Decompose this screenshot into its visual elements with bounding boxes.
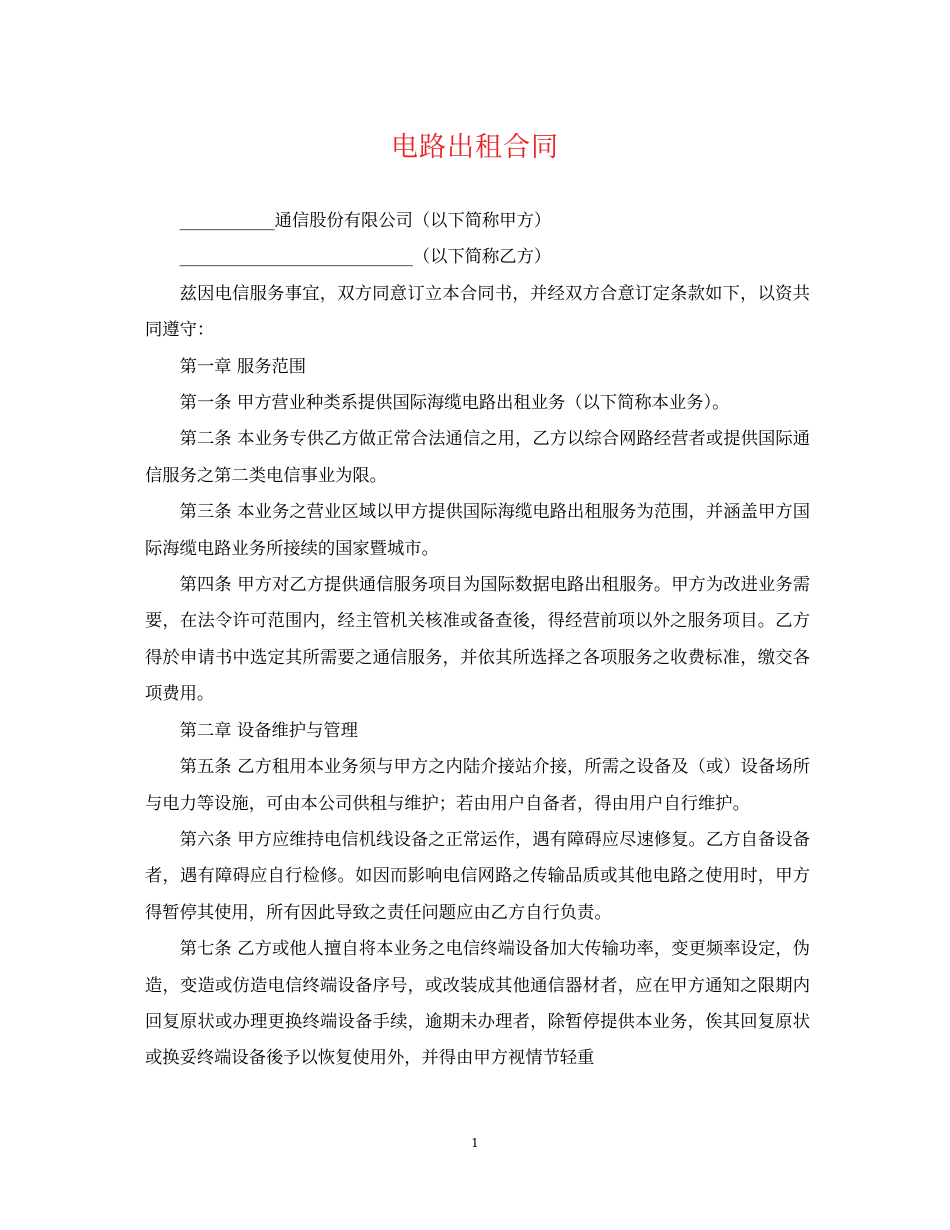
article-4: 第四条 甲方对乙方提供通信服务项目为国际数据电路出租服务。甲方为改进业务需要，在法令许可范围内，经主管机关核准或备查後，得经营前项以外之服务项目。乙方得於申请书中选定其所需要之通信服务，并依其所选择之各项服务之收费标准，缴交各项费用。 — [145, 575, 810, 705]
article-6: 第六条 甲方应维持电信机线设备之正常运作，遇有障碍应尽速修复。乙方自备设备者，遇有障碍应自行检修。如因而影响电信网路之传输品质或其他电路之使用时，甲方得暂停其使用，所有因此导致之责任问题应由乙方自行负责。 — [145, 829, 810, 923]
chapter-heading-1: 第一章 服务范围 — [179, 356, 307, 377]
preamble-paragraph: 兹因电信服务事宜，双方同意订立本合同书，并经双方合意订定条款如下，以资共同遵守： — [145, 283, 810, 341]
page-number: 1 — [471, 1136, 479, 1150]
chapter-heading-2: 第二章 设备维护与管理 — [179, 720, 358, 741]
article-1: 第一条 甲方营业种类系提供国际海缆电路出租业务（以下简称本业务）。 — [179, 393, 730, 414]
party-a-line: ___________通信股份有限公司（以下简称甲方） — [179, 211, 552, 231]
article-3: 第三条 本业务之营业区域以甲方提供国际海缆电路出租服务为范围，并涵盖甲方国际海缆电路业务所接续的国家暨城市。 — [145, 502, 810, 559]
party-b-line: ___________________________（以下简称乙方） — [179, 247, 552, 268]
article-2: 第二条 本业务专供乙方做正常合法通信之用，乙方以综合网路经营者或提供国际通信服务之第二类电信事业为限。 — [145, 429, 810, 486]
document-body — [145, 203, 810, 1077]
document-title: 电路出租合同 — [391, 132, 559, 163]
article-5: 第五条 乙方租用本业务须与甲方之内陆介接站介接，所需之设备及（或）设备场所与电力等设施，可由本公司供租与维护；若由用户自备者，得由用户自行维护。 — [145, 757, 810, 814]
article-7: 第七条 乙方或他人擅自将本业务之电信终端设备加大传输功率，变更频率设定，伪造，变造或仿造电信终端设备序号，或改装成其他通信器材者，应在甲方通知之限期内回复原状或办理更换终端设备手续，逾期未办理者，除暂停提供本业务，俟其回复原状或换妥终端设备後予以恢复使用外，并得由甲方视情节轻重 — [145, 939, 810, 1069]
